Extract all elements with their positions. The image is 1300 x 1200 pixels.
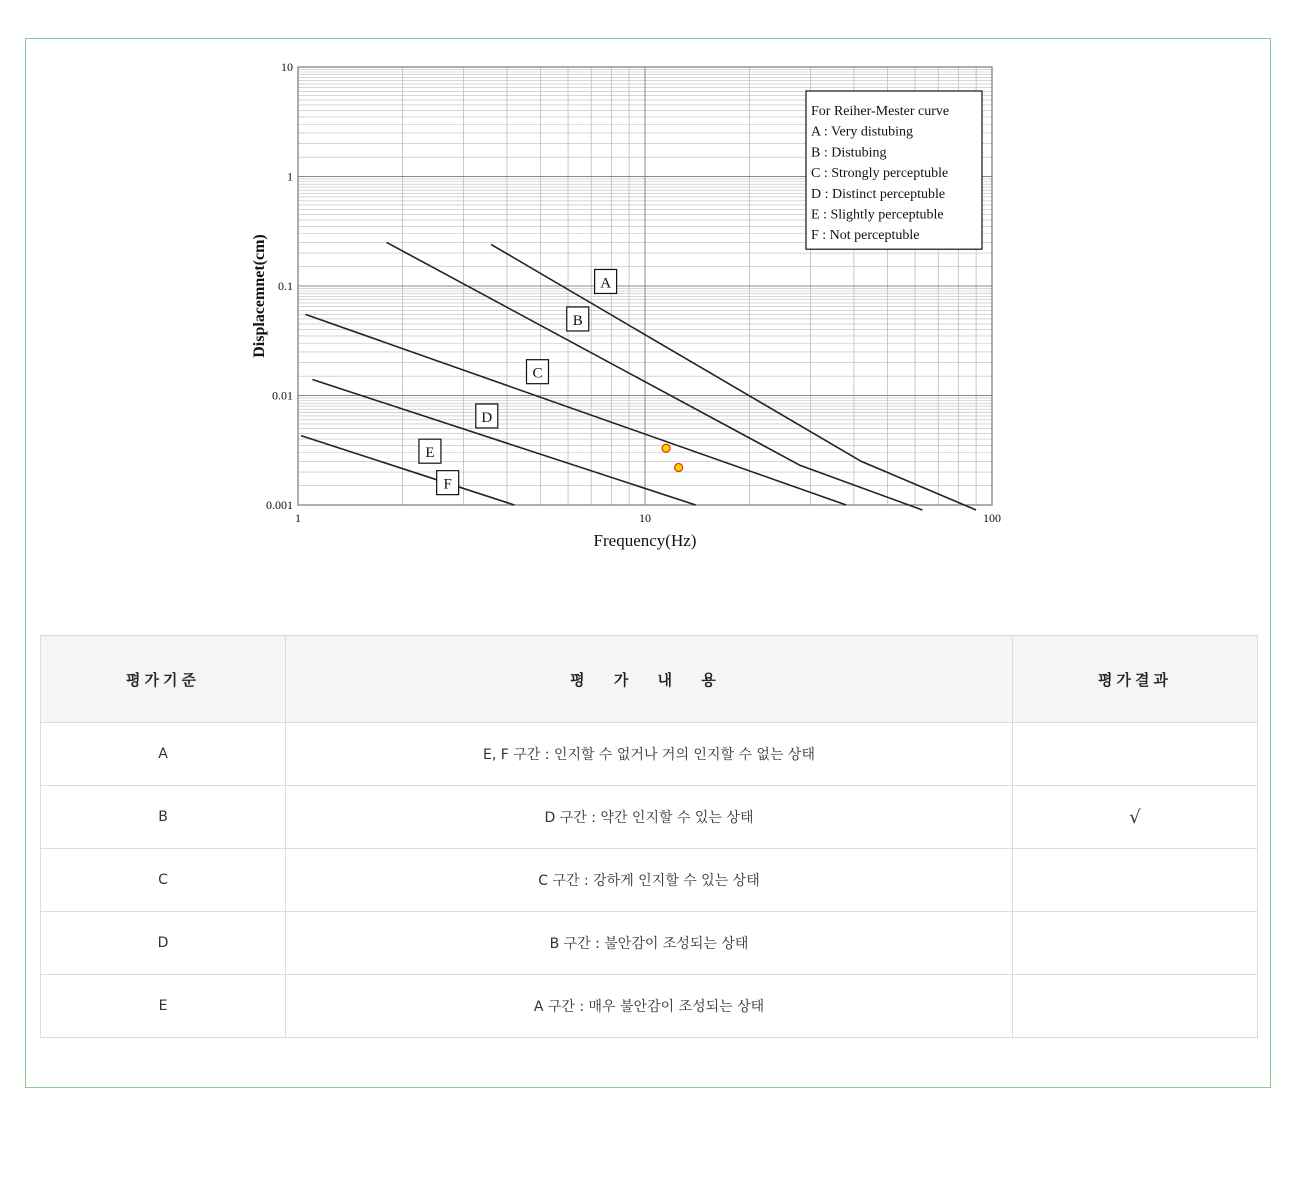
content-cell: D 구간 : 약간 인지할 수 있는 상태 (286, 786, 1013, 849)
content-cell: A 구간 : 매우 불안감이 조성되는 상태 (286, 975, 1013, 1038)
series-line-e (301, 436, 514, 505)
criterion-cell: B (41, 786, 286, 849)
legend-entry: D : Distinct perceptuble (811, 186, 946, 202)
legend-entry: A : Very distubing (811, 124, 914, 140)
table-row (41, 912, 1258, 975)
criterion-cell: D (41, 912, 286, 975)
header-content: 평 가 내 용 (286, 636, 1013, 723)
legend (806, 91, 982, 249)
x-tick-label: 10 (639, 511, 651, 525)
label-text: F (443, 476, 452, 493)
label-text: E (425, 445, 435, 462)
result-cell (1013, 849, 1258, 912)
measurement-point (662, 444, 670, 452)
series-line-d (312, 380, 695, 506)
legend-entry: E : Slightly perceptuble (811, 207, 944, 223)
label-text: C (532, 365, 543, 382)
table-header-row (41, 636, 1258, 723)
table-row (41, 723, 1258, 786)
criterion-cell: E (41, 975, 286, 1038)
series-label-e (419, 439, 441, 463)
criterion-cell: A (41, 723, 286, 786)
y-axis-label: Displacemnet(cm) (251, 234, 268, 358)
series-label-f (437, 471, 459, 495)
legend-entry: B : Distubing (811, 145, 887, 161)
result-cell: √ (1013, 786, 1258, 849)
series-label-a (595, 269, 617, 293)
reiher-meister-chart (240, 55, 1030, 565)
series-label-d (476, 404, 498, 428)
y-tick-label: 1 (287, 169, 293, 184)
series-label-b (567, 307, 589, 331)
label-text: D (481, 409, 493, 426)
table-row (41, 849, 1258, 912)
result-cell (1013, 912, 1258, 975)
x-axis-label: Frequency(Hz) (593, 531, 697, 550)
label-text: A (600, 275, 612, 292)
header-criterion: 평가기준 (41, 636, 286, 723)
measurement-point (675, 464, 683, 472)
content-cell: E, F 구간 : 인지할 수 없거나 거의 인지할 수 없는 상태 (286, 723, 1013, 786)
legend-entry: C : Strongly perceptuble (811, 166, 949, 182)
y-tick-label: 0.1 (278, 279, 293, 293)
y-tick-label: 0.01 (272, 388, 293, 403)
x-tick-label: 1 (295, 511, 301, 525)
chart-svg (240, 55, 1030, 565)
result-cell (1013, 975, 1258, 1038)
y-tick-label: 10 (281, 60, 293, 74)
series-label-c (526, 360, 548, 384)
table-row (41, 786, 1258, 849)
criterion-cell: C (41, 849, 286, 912)
label-text: B (572, 312, 583, 329)
result-cell (1013, 723, 1258, 786)
table-row (41, 975, 1258, 1038)
header-result: 평가결과 (1013, 636, 1258, 723)
legend-title: For Reiher-Mester curve (811, 104, 950, 119)
evaluation-table (40, 635, 1258, 1038)
x-tick-label: 100 (983, 511, 1001, 525)
y-tick-label: 0.001 (266, 498, 293, 512)
series-line-a (491, 244, 976, 510)
content-cell: B 구간 : 불안감이 조성되는 상태 (286, 912, 1013, 975)
legend-entry: F : Not perceptuble (811, 228, 920, 244)
content-cell: C 구간 : 강하게 인지할 수 있는 상태 (286, 849, 1013, 912)
